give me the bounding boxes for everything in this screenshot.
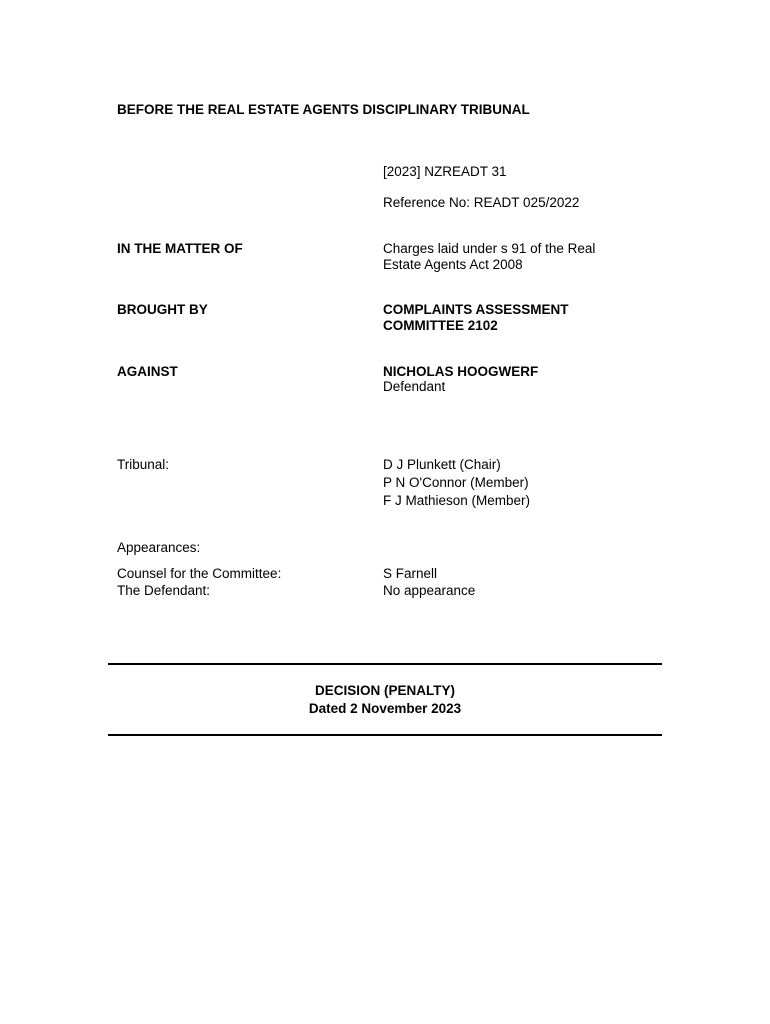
decision-date: Dated 2 November 2023	[308, 701, 462, 716]
decision-title: DECISION (PENALTY)	[314, 683, 455, 698]
top-divider	[108, 663, 662, 665]
committee-counsel-label: Counsel for the Committee:	[117, 566, 282, 581]
appearances-label: Appearances:	[117, 540, 201, 555]
matter-label: IN THE MATTER OF	[117, 241, 243, 256]
against-label: AGAINST	[117, 364, 178, 379]
brought-by-label: BROUGHT BY	[117, 302, 208, 317]
defendant-role: Defendant	[383, 379, 446, 394]
tribunal-member: F J Mathieson (Member)	[383, 493, 531, 508]
defendant-appearance-value: No appearance	[383, 583, 476, 598]
matter-text-line2: Estate Agents Act 2008	[383, 257, 523, 272]
neutral-citation: [2023] NZREADT 31	[383, 164, 507, 179]
committee-counsel-value: S Farnell	[383, 566, 438, 581]
matter-text-line1: Charges laid under s 91 of the Real	[383, 241, 596, 256]
brought-by-line2: COMMITTEE 2102	[383, 318, 498, 333]
defendant-name: NICHOLAS HOOGWERF	[383, 364, 539, 379]
tribunal-heading: BEFORE THE REAL ESTATE AGENTS DISCIPLINARY TRIBUNAL	[117, 102, 530, 117]
defendant-appearance-label: The Defendant:	[117, 583, 211, 598]
tribunal-member: D J Plunkett (Chair)	[383, 457, 501, 472]
brought-by-line1: COMPLAINTS ASSESSMENT	[383, 302, 569, 317]
tribunal-member: P N O'Connor (Member)	[383, 475, 529, 490]
tribunal-label: Tribunal:	[117, 457, 170, 472]
reference-number: Reference No: READT 025/2022	[383, 195, 580, 210]
bottom-divider	[108, 734, 662, 736]
